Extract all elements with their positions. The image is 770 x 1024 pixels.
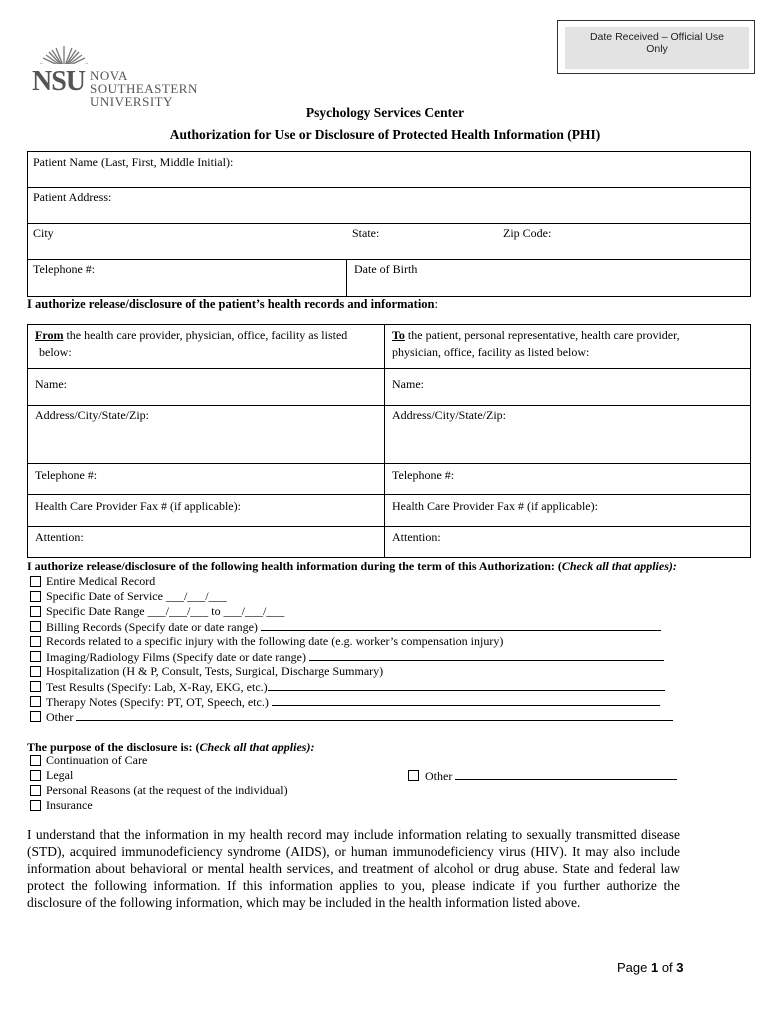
logo-name [90,69,230,108]
checkbox-personal-reasons[interactable] [30,785,41,796]
checkbox-continuation-of-care[interactable] [30,755,41,766]
checkbox-entire-record[interactable] [30,576,41,587]
checkbox-test-results[interactable] [30,681,41,692]
page-number: Page 1 of 3 [617,960,684,975]
to-telephone-field[interactable]: Telephone #: [392,468,455,482]
from-fax-field[interactable]: Health Care Provider Fax # (if applicable): [35,499,241,513]
to-address-field[interactable]: Address/City/State/Zip: [392,408,506,422]
item-billing-records: Billing Records (Specify date or date range) [46,619,661,635]
from-to-table [27,324,751,558]
item-date-of-service: Specific Date of Service ___/___/___ [46,589,227,603]
sensitive-info-paragraph: I understand that the information in my health record may include information relating to sexually transmitted disease (STD), acquired immunodeficiency syndrome (AIDS), or human immunodeficiency virus (HIV). It may also include information about behavioral or mental health services, and treatment of alcohol or drug abuse. State and federal law protect the following information. If this information applies to you, please indicate if you further authorize the disclosure of the following information, which may be included in the health information listed above. [27,827,680,910]
from-address-field[interactable]: Address/City/State/Zip: [35,408,149,422]
nsu-logo [30,44,230,109]
purpose-legal: Legal [46,768,74,782]
item-hospitalization: Hospitalization (H & P, Consult, Tests, Surgical, Discharge Summary) [46,664,384,678]
item-therapy-notes: Therapy Notes (Specify: PT, OT, Speech, etc.) [46,694,660,710]
item-entire-record: Entire Medical Record [46,574,156,588]
purpose-other: Other [425,768,677,784]
patient-info-table [27,151,751,297]
checkbox-date-range[interactable] [30,606,41,617]
logo-line1: NOVA SOUTHEASTERN [90,68,198,96]
zip-code-field[interactable]: Zip Code: [503,226,552,240]
checkbox-other[interactable] [30,711,41,722]
page-title: Psychology Services Center [305,105,465,120]
patient-name-field[interactable]: Patient Name (Last, First, Middle Initial): [33,155,234,169]
city-field[interactable]: City [33,226,54,240]
checkbox-therapy-notes[interactable] [30,696,41,707]
official-use-box [557,20,755,74]
official-use-area[interactable] [565,27,749,69]
patient-address-field[interactable]: Patient Address: [33,190,112,204]
item-date-range: Specific Date Range ___/___/___ to ___/___/___ [46,604,285,618]
logo-abbr: NSU [32,66,86,97]
official-use-label: Date Received – Official Use Only [589,31,725,55]
from-telephone-field[interactable]: Telephone #: [35,468,98,482]
item-injury-records: Records related to a specific injury with the following date (e.g. worker’s compensation injury) [46,634,504,648]
item-imaging: Imaging/Radiology Films (Specify date or date range) [46,649,664,665]
authorize-heading: I authorize release/disclosure of the patient’s health records and information: [27,297,438,311]
to-name-field[interactable]: Name: [392,377,424,391]
state-field[interactable]: State: [352,226,380,240]
checkbox-injury-records[interactable] [30,636,41,647]
purpose-heading: The purpose of the disclosure is: (Check all that applies): [27,740,315,754]
item-other: Other [46,709,673,725]
purpose-insurance: Insurance [46,798,93,812]
from-header: From the health care provider, physician, office, facility as listed below: [35,328,348,359]
checkbox-date-of-service[interactable] [30,591,41,602]
date-of-birth-field[interactable]: Date of Birth [354,262,418,276]
from-attention-field[interactable]: Attention: [35,530,84,544]
logo-line2: UNIVERSITY [90,94,173,109]
checkbox-legal[interactable] [30,770,41,781]
page-subtitle: Authorization for Use or Disclosure of Protected Health Information (PHI) [169,127,601,142]
checkbox-insurance[interactable] [30,800,41,811]
checkbox-purpose-other[interactable] [408,770,419,781]
patient-telephone-field[interactable]: Telephone #: [33,262,96,276]
purpose-continuation-of-care: Continuation of Care [46,753,148,767]
to-header: To the patient, personal representative, health care provider, physician, office, facility as listed below: [392,328,680,359]
purpose-personal-reasons: Personal Reasons (at the request of the individual) [46,783,288,797]
from-name-field[interactable]: Name: [35,377,67,391]
checkbox-imaging[interactable] [30,651,41,662]
item-test-results: Test Results (Specify: Lab, X-Ray, EKG, etc.) [46,679,665,695]
to-attention-field[interactable]: Attention: [392,530,441,544]
checkbox-billing-records[interactable] [30,621,41,632]
checkbox-hospitalization[interactable] [30,666,41,677]
health-info-heading: I authorize release/disclosure of the following health information during the term of this Authorization: (Check all that applies): [27,559,677,573]
to-fax-field[interactable]: Health Care Provider Fax # (if applicable): [392,499,598,513]
